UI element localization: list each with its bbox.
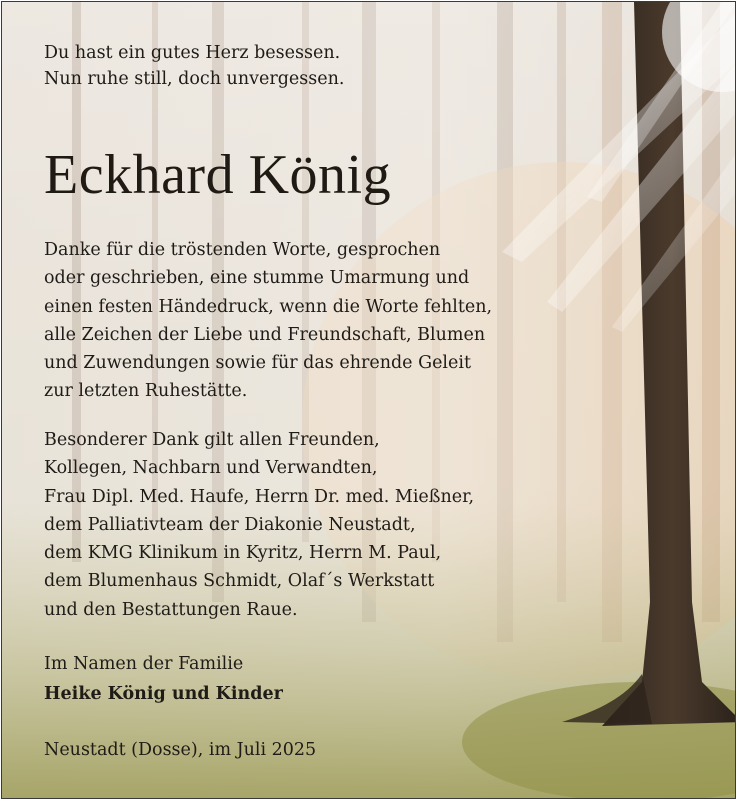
text-line: alle Zeichen der Liebe und Freundschaft, Blumen bbox=[44, 324, 486, 345]
deceased-name: Eckhard König bbox=[44, 144, 392, 206]
text-line: Kollegen, Nachbarn und Verwandten, bbox=[44, 458, 378, 479]
text-line: Frau Dipl. Med. Haufe, Herrn Dr. med. Mießner, bbox=[44, 486, 475, 507]
text-line: Besonderer Dank gilt allen Freunden, bbox=[44, 430, 380, 450]
text-line: Danke für die tröstenden Worte, gesprochen bbox=[44, 240, 441, 260]
special-thanks-paragraph bbox=[44, 426, 474, 624]
text-line: einen festen Händedruck, wenn die Worte fehlten, bbox=[44, 296, 493, 317]
signature-names: Heike König und Kinder bbox=[44, 684, 283, 704]
obituary-notice bbox=[1, 1, 736, 799]
text-line: dem Palliativteam der Diakonie Neustadt, bbox=[44, 514, 416, 535]
motto-line: Nun ruhe still, doch unvergessen. bbox=[44, 69, 345, 89]
text-line: und den Bestattungen Raue. bbox=[44, 599, 298, 620]
thanks-paragraph bbox=[44, 236, 492, 406]
motto-line: Du hast ein gutes Herz besessen. bbox=[44, 43, 341, 63]
text-line: oder geschrieben, eine stumme Umarmung und bbox=[44, 268, 470, 289]
text-line: dem KMG Klinikum in Kyritz, Herrn M. Paul, bbox=[44, 543, 442, 564]
signature-intro: Im Namen der Familie bbox=[44, 654, 244, 674]
text-line: zur letzten Ruhestätte. bbox=[44, 381, 248, 402]
text-line: und Zuwendungen sowie für das ehrende Geleit bbox=[44, 353, 472, 374]
place-date: Neustadt (Dosse), im Juli 2025 bbox=[44, 740, 317, 760]
text-line: dem Blumenhaus Schmidt, Olaf´s Werkstatt bbox=[44, 571, 435, 592]
motto-verse bbox=[44, 40, 344, 92]
